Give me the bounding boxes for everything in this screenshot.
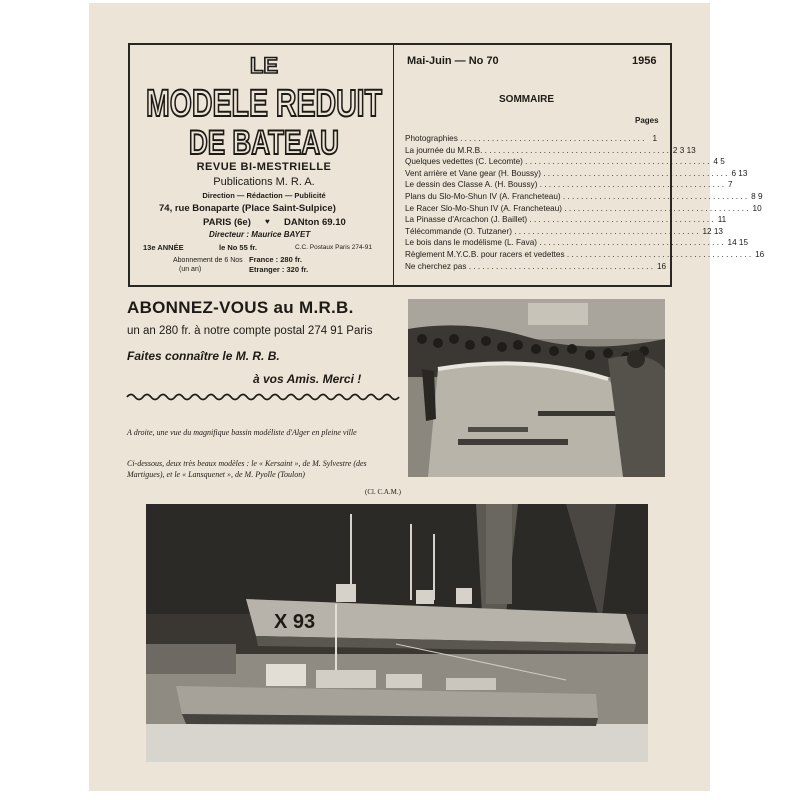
caption-models: Ci-dessous, deux très beaux modèles : le « Kersaint », de M. Sylvestre (des Martigues), et le « Lansquenet », de M. Pyolle (Toulon) <box>127 459 367 479</box>
subscription-label: Abonnement de 6 Nos <box>173 257 243 264</box>
year-label: 13e ANNÉE <box>143 243 184 252</box>
issue-number: Mai-Juin — No 70 <box>407 55 499 67</box>
svg-text:MODELE REDUIT: MODELE REDUIT <box>146 83 382 125</box>
photo-algiers-basin <box>408 299 665 477</box>
svg-text:LE: LE <box>249 53 279 78</box>
subscription-period: (un an) <box>179 266 202 273</box>
promo-headline: ABONNEZ-VOUS au M.R.B. <box>127 298 354 317</box>
toc-entry: La Pinasse d'Arcachon (J. Baillet) . . . 11 <box>405 214 657 226</box>
subtitle: REVUE BI-MESTRIELLE <box>196 161 332 173</box>
svg-text:X 93: X 93 <box>274 611 316 633</box>
promo-line-3: à vos Amis. Merci ! <box>253 372 362 386</box>
toc-entry: Plans du Slo-Mo-Shun IV (A. Francheteau) . . . 8 9 <box>405 191 657 203</box>
toc-entry: Le Racer Slo-Mo-Shun IV (A. Francheteau) . . . 10 <box>405 203 657 215</box>
toc-entry: Quelques vedettes (C. Lecomte) . . . 4 5 <box>405 156 657 168</box>
price-foreign: Etranger : 320 fr. <box>249 265 309 274</box>
toc-entry: Règlement M.Y.C.B. pour racers et vedettes . . . 16 <box>405 249 657 261</box>
publisher: Publications M. R. A. <box>213 176 315 188</box>
toc-heading: SOMMAIRE <box>499 94 554 105</box>
table-of-contents <box>405 133 765 272</box>
toc-entry: Le bois dans le modélisme (L. Fava) . . . 14 15 <box>405 237 657 249</box>
svg-text:DE BATEAU: DE BATEAU <box>189 124 339 162</box>
magazine-page <box>89 3 765 791</box>
promo-line-2: Faites connaître le M. R. B. <box>127 349 280 363</box>
postal-account: C.C. Postaux Paris 274-91 <box>295 244 372 251</box>
toc-entry: Le dessin des Classe A. (H. Boussy) . . . 7 <box>405 179 657 191</box>
caption-basin: A droite, une vue du magnifique bassin modéliste d'Alger en pleine ville <box>127 428 357 437</box>
toc-entry: Vent arrière et Vane gear (H. Boussy) . . . 6 13 <box>405 168 657 180</box>
wave-divider <box>127 392 401 402</box>
photo-ship-models <box>146 504 648 762</box>
roles: Direction — Rédaction — Publicité <box>202 191 326 200</box>
toc-entry: Télécommande (O. Tutzaner) . . . 12 13 <box>405 226 657 238</box>
issue-year: 1956 <box>632 55 657 67</box>
heart-ornament: ♥ <box>265 217 270 226</box>
phone: DANton 69.10 <box>284 217 346 228</box>
director: Directeur : Maurice BAYET <box>209 230 311 239</box>
photo-credit: (Cl. C.A.M.) <box>365 488 401 496</box>
toc-pages-label: Pages <box>635 116 659 125</box>
issue-price: le No 55 fr. <box>219 243 257 252</box>
toc-entry: Ne cherchez pas . . . 16 <box>405 261 657 273</box>
masthead-divider <box>393 45 394 285</box>
promo-line-1: un an 280 fr. à notre compte postal 274 91 Paris <box>127 325 373 337</box>
toc-entry: Photographies . . . 1 <box>405 133 657 145</box>
magazine-logo <box>139 51 389 161</box>
toc-entry: La journée du M.R.B. . . . 2 3 13 <box>405 145 657 157</box>
address: 74, rue Bonaparte (Place Saint-Sulpice) <box>159 203 336 214</box>
city: PARIS (6e) <box>203 217 251 228</box>
price-france: France : 280 fr. <box>249 255 302 264</box>
